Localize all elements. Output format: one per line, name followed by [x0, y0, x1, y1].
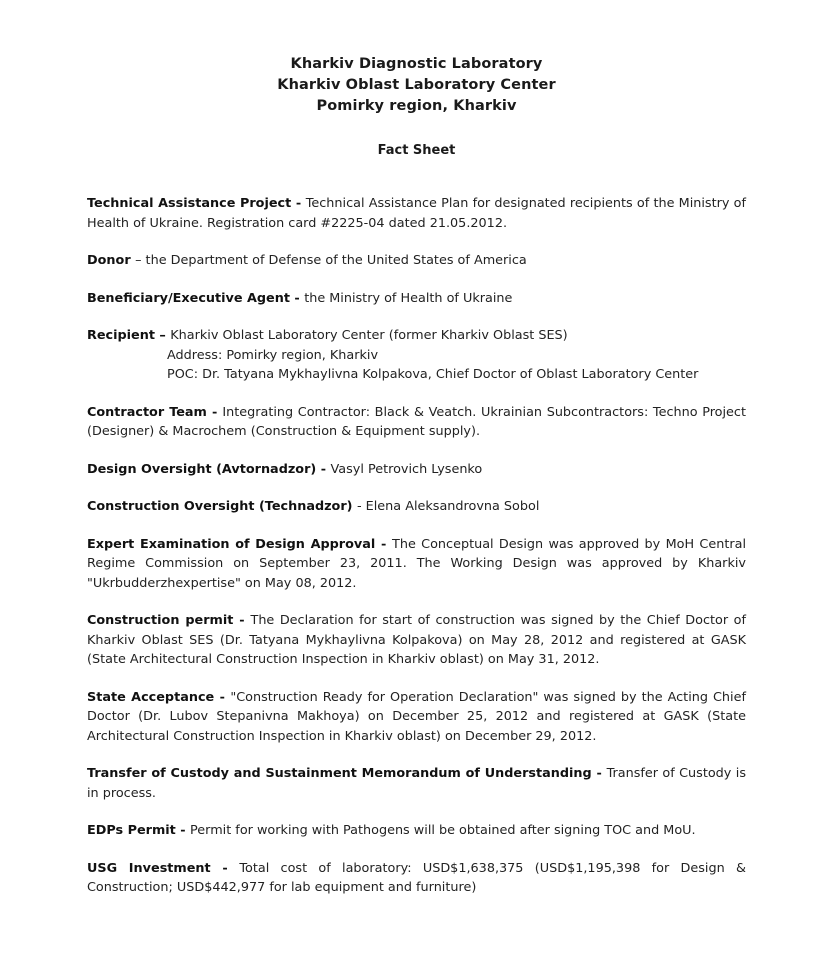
section-expert-examination — [87, 535, 746, 594]
document-body — [87, 194, 746, 898]
section-usg-investment — [87, 859, 746, 898]
section-text: The Conceptual Design was approved by MoH Central Regime Commission on September 23, 2011. The Working Design was approved by Kharkiv "Ukrbudderzhexpertise" on May 08, 2012. — [87, 536, 746, 591]
recipient-address: Address: Pomirky region, Kharkiv — [167, 347, 379, 363]
document-title-block — [87, 54, 746, 117]
section-label: Beneficiary/Executive Agent - — [87, 290, 305, 306]
section-text: Permit for working with Pathogens will be obtained after signing TOC and MoU. — [190, 823, 696, 838]
title-line-1: Kharkiv Diagnostic Laboratory — [290, 56, 543, 72]
section-label: State Acceptance - — [87, 689, 231, 705]
section-donor — [87, 251, 746, 271]
section-beneficiary-executive-agent — [87, 289, 746, 309]
section-label: USG Investment - — [87, 860, 240, 876]
section-technical-assistance-project — [87, 194, 746, 233]
section-label: Donor — [87, 253, 136, 268]
section-text: Kharkiv Oblast Laboratory Center (former Kharkiv Oblast SES) — [170, 328, 568, 343]
section-text: - Elena Aleksandrovna Sobol — [356, 499, 540, 514]
section-label: Contractor Team - — [87, 404, 223, 420]
document-subtitle: Fact Sheet — [377, 143, 456, 158]
section-recipient — [87, 326, 746, 385]
section-text: Transfer of Custody is in process. — [87, 766, 746, 801]
section-text: Integrating Contractor: Black & Veatch. Ukrainian Subcontractors: Techno Project (Designer) & Macrochem (Construction & Equipment supply). — [87, 404, 746, 439]
section-text: – the Department of Defense of the United States of America — [135, 253, 527, 268]
title-line-2: Kharkiv Oblast Laboratory Center — [277, 77, 556, 93]
title-line-3: Pomirky region, Kharkiv — [316, 98, 517, 114]
section-edps-permit — [87, 821, 746, 841]
section-label: EDPs Permit - — [87, 823, 191, 838]
section-contractor-team — [87, 403, 746, 442]
section-state-acceptance — [87, 688, 746, 747]
section-text: the Ministry of Health of Ukraine — [304, 290, 513, 306]
section-label: Recipient – — [87, 328, 171, 343]
section-label: Technical Assistance Project - — [87, 196, 306, 211]
section-text: Technical Assistance Plan for designated recipients of the Ministry of Health of Ukraine. Registration card #2225-04 dated 21.05.2012. — [87, 196, 746, 231]
section-construction-oversight — [87, 497, 746, 517]
recipient-poc: POC: Dr. Tatyana Mykhaylivna Kolpakova, Chief Doctor of Oblast Laboratory Center — [167, 367, 699, 382]
section-label: Construction Oversight (Technadzor) — [87, 499, 357, 514]
section-text: "Construction Ready for Operation Declaration" was signed by the Acting Chief Doctor (Dr. Lubov Stepanivna Makhoya) on December 25, 2012 and registered at GASK (State Architectural Construction Inspection in Kharkiv oblast) on December 29, 2012. — [87, 689, 746, 744]
section-label: Transfer of Custody and Sustainment Memorandum of Understanding - — [87, 766, 607, 781]
section-text: The Declaration for start of construction was signed by the Chief Doctor of Kharkiv Oblast SES (Dr. Tatyana Mykhaylivna Kolpakova) on May 28, 2012 and registered at GASK (State Architectural Construction Inspection in Kharkiv oblast) on May 31, 2012. — [87, 613, 746, 667]
section-design-oversight — [87, 460, 746, 480]
section-label: Design Oversight (Avtornadzor) - — [87, 461, 331, 477]
section-label: Expert Examination of Design Approval - — [87, 536, 393, 552]
section-text: Vasyl Petrovich Lysenko — [330, 461, 483, 477]
section-construction-permit — [87, 611, 746, 670]
section-text: Total cost of laboratory: USD$1,638,375 (USD$1,195,398 for Design & Construction; USD$442,977 for lab equipment and furniture) — [87, 860, 747, 895]
section-transfer-of-custody — [87, 764, 746, 803]
section-label: Construction permit - — [87, 613, 251, 628]
